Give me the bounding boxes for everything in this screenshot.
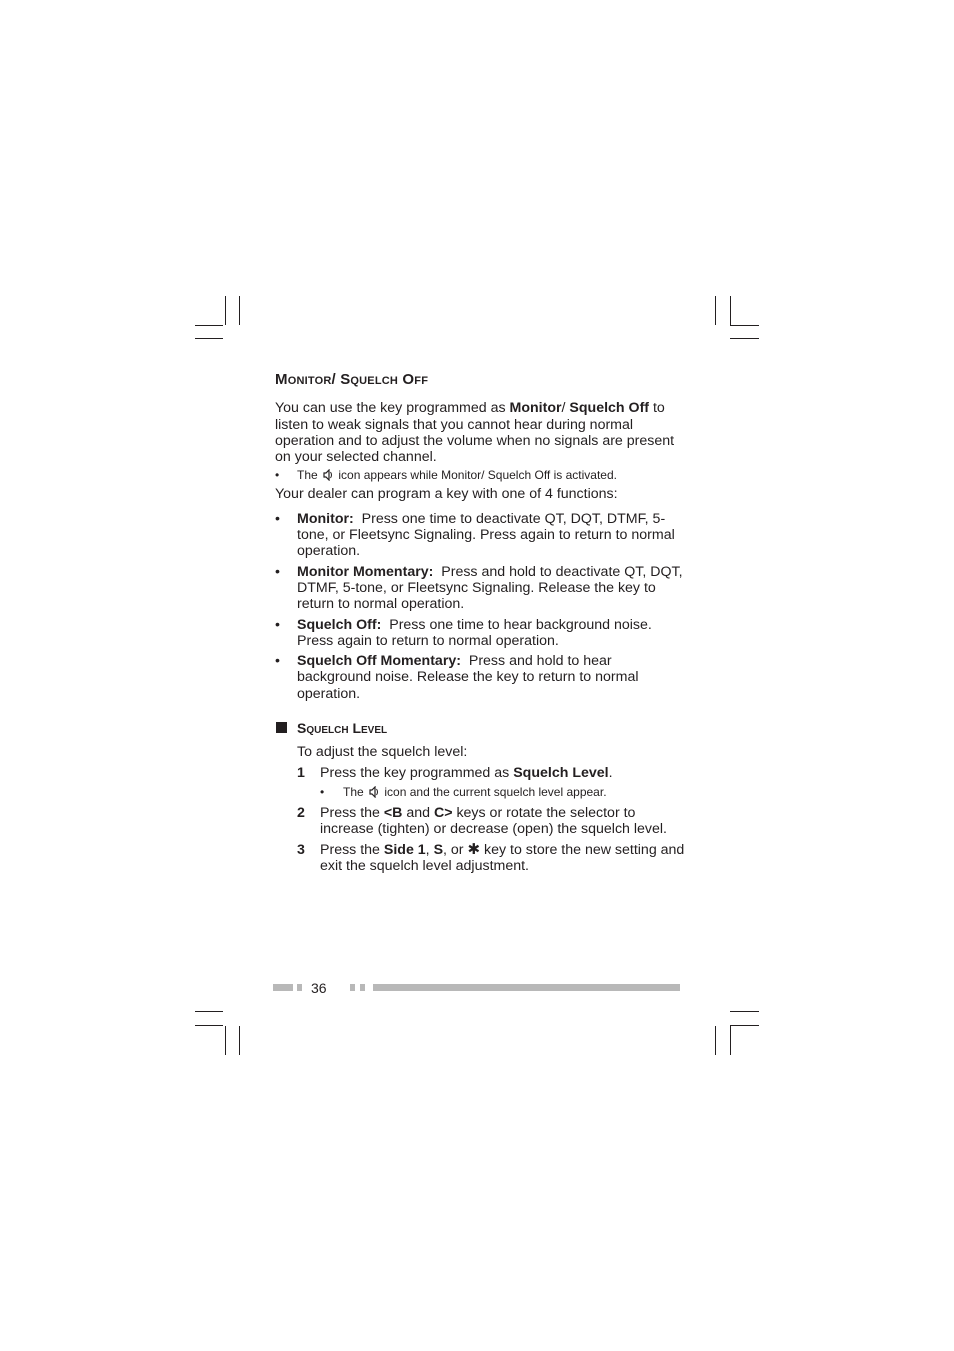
crop-mark — [730, 1025, 759, 1026]
bullet-dot: • — [320, 784, 325, 799]
crop-mark — [239, 296, 240, 325]
page-content — [275, 372, 685, 878]
asterisk-key-icon: ✱ — [467, 840, 481, 858]
bullet-dot: • — [275, 616, 280, 633]
crop-mark — [730, 1026, 731, 1055]
step-1-note — [297, 785, 685, 799]
step-text: and — [402, 804, 434, 821]
subsection-heading — [275, 720, 685, 736]
steps-block — [275, 744, 685, 874]
intro-paragraph — [275, 400, 685, 465]
intro-bold-squelch-off: Squelch Off — [569, 400, 650, 417]
step-number: 2 — [297, 804, 305, 821]
crop-mark — [730, 296, 731, 325]
steps-intro: To adjust the squelch level: — [297, 744, 468, 761]
crop-mark — [730, 338, 759, 339]
key-label-c: C> — [433, 804, 453, 821]
footer-bar — [360, 984, 365, 991]
function-label: Squelch Off: — [297, 616, 382, 633]
crop-mark — [225, 1026, 226, 1055]
key-label-s: S — [433, 841, 444, 858]
subsection-title: Squelch Level — [297, 720, 388, 737]
function-label: Squelch Off Momentary: — [297, 653, 461, 670]
note-text: The — [343, 784, 364, 799]
step-text: , — [425, 841, 434, 858]
step-1 — [297, 765, 685, 781]
page-footer — [273, 980, 683, 996]
step-number: 3 — [297, 841, 305, 858]
footer-bar — [373, 984, 680, 991]
note-text: icon and the current squelch level appear. — [384, 784, 607, 799]
list-item — [275, 653, 685, 702]
step-text: Press the — [320, 841, 384, 858]
crop-mark — [730, 1011, 759, 1012]
function-text: Press one time to deactivate QT, DQT, DTMF, 5-tone, or Fleetsync Signaling. Press again to return to normal operation. — [297, 510, 675, 560]
function-text: Press one time to hear background noise. Press again to return to normal operation. — [297, 616, 652, 649]
note-text: icon appears while Monitor/ Squelch Off is activated. — [338, 468, 617, 483]
bullet-dot: • — [275, 510, 280, 527]
functions-list — [275, 511, 685, 702]
list-item — [275, 511, 685, 560]
function-text: Press and hold to hear background noise. Release the key to return to normal operation. — [297, 653, 639, 702]
bullet-dot: • — [275, 653, 280, 670]
intro-separator: / — [561, 400, 570, 417]
footer-bar — [297, 984, 302, 991]
intro-text-end: to listen to weak signals that you cannot hear during normal operation and to adjust the volume when no signals are present on your selected channel. — [275, 400, 675, 466]
key-label-b: <B — [383, 804, 403, 821]
crop-mark — [195, 325, 223, 326]
key-label-side1: Side 1 — [383, 841, 426, 858]
section-heading: Monitor/ Squelch Off — [275, 371, 429, 388]
intro-bold-monitor: Monitor — [509, 400, 562, 417]
bullet-dot: • — [275, 563, 280, 580]
crop-mark — [730, 325, 759, 326]
step-text: key to store the new setting and exit the squelch level adjustment. — [320, 841, 685, 874]
crop-mark — [195, 338, 223, 339]
crop-mark — [715, 1026, 716, 1055]
crop-mark — [239, 1026, 240, 1055]
list-item — [275, 617, 685, 650]
note-text: The — [297, 468, 318, 483]
function-label: Monitor: — [297, 510, 354, 527]
step-text: keys or rotate the selector to increase (tighten) or decrease (open) the squelch level. — [320, 804, 667, 838]
intro-text: You can use the key programmed as — [275, 400, 510, 417]
crop-mark — [225, 296, 226, 325]
speaker-icon — [369, 786, 379, 798]
crop-mark — [195, 1025, 223, 1026]
bullet-dot: • — [275, 468, 280, 483]
functions-intro: Your dealer can program a key with one of 4 functions: — [275, 486, 618, 503]
step-text: Press the — [320, 804, 384, 821]
speaker-icon — [323, 469, 333, 481]
crop-mark — [195, 1011, 223, 1012]
footer-bar — [273, 984, 293, 991]
square-bullet-icon — [276, 722, 287, 733]
step-2 — [297, 805, 685, 838]
function-text: Press and hold to deactivate QT, DQT, DTMF, 5-tone, or Fleetsync Signaling. Release the key to return to normal operation. — [297, 563, 683, 613]
list-item — [275, 564, 685, 613]
step-text: Press the key programmed as — [320, 764, 514, 781]
function-label: Monitor Momentary: — [297, 563, 434, 580]
note-monitor-icon — [275, 468, 685, 482]
crop-mark — [715, 296, 716, 325]
step-3 — [297, 842, 685, 875]
footer-bar — [350, 984, 355, 991]
step-bold: Squelch Level — [513, 764, 609, 781]
page-number: 36 — [311, 980, 327, 996]
step-number: 1 — [297, 764, 305, 781]
step-text-end: . — [608, 764, 613, 781]
step-text: , or — [443, 841, 468, 858]
